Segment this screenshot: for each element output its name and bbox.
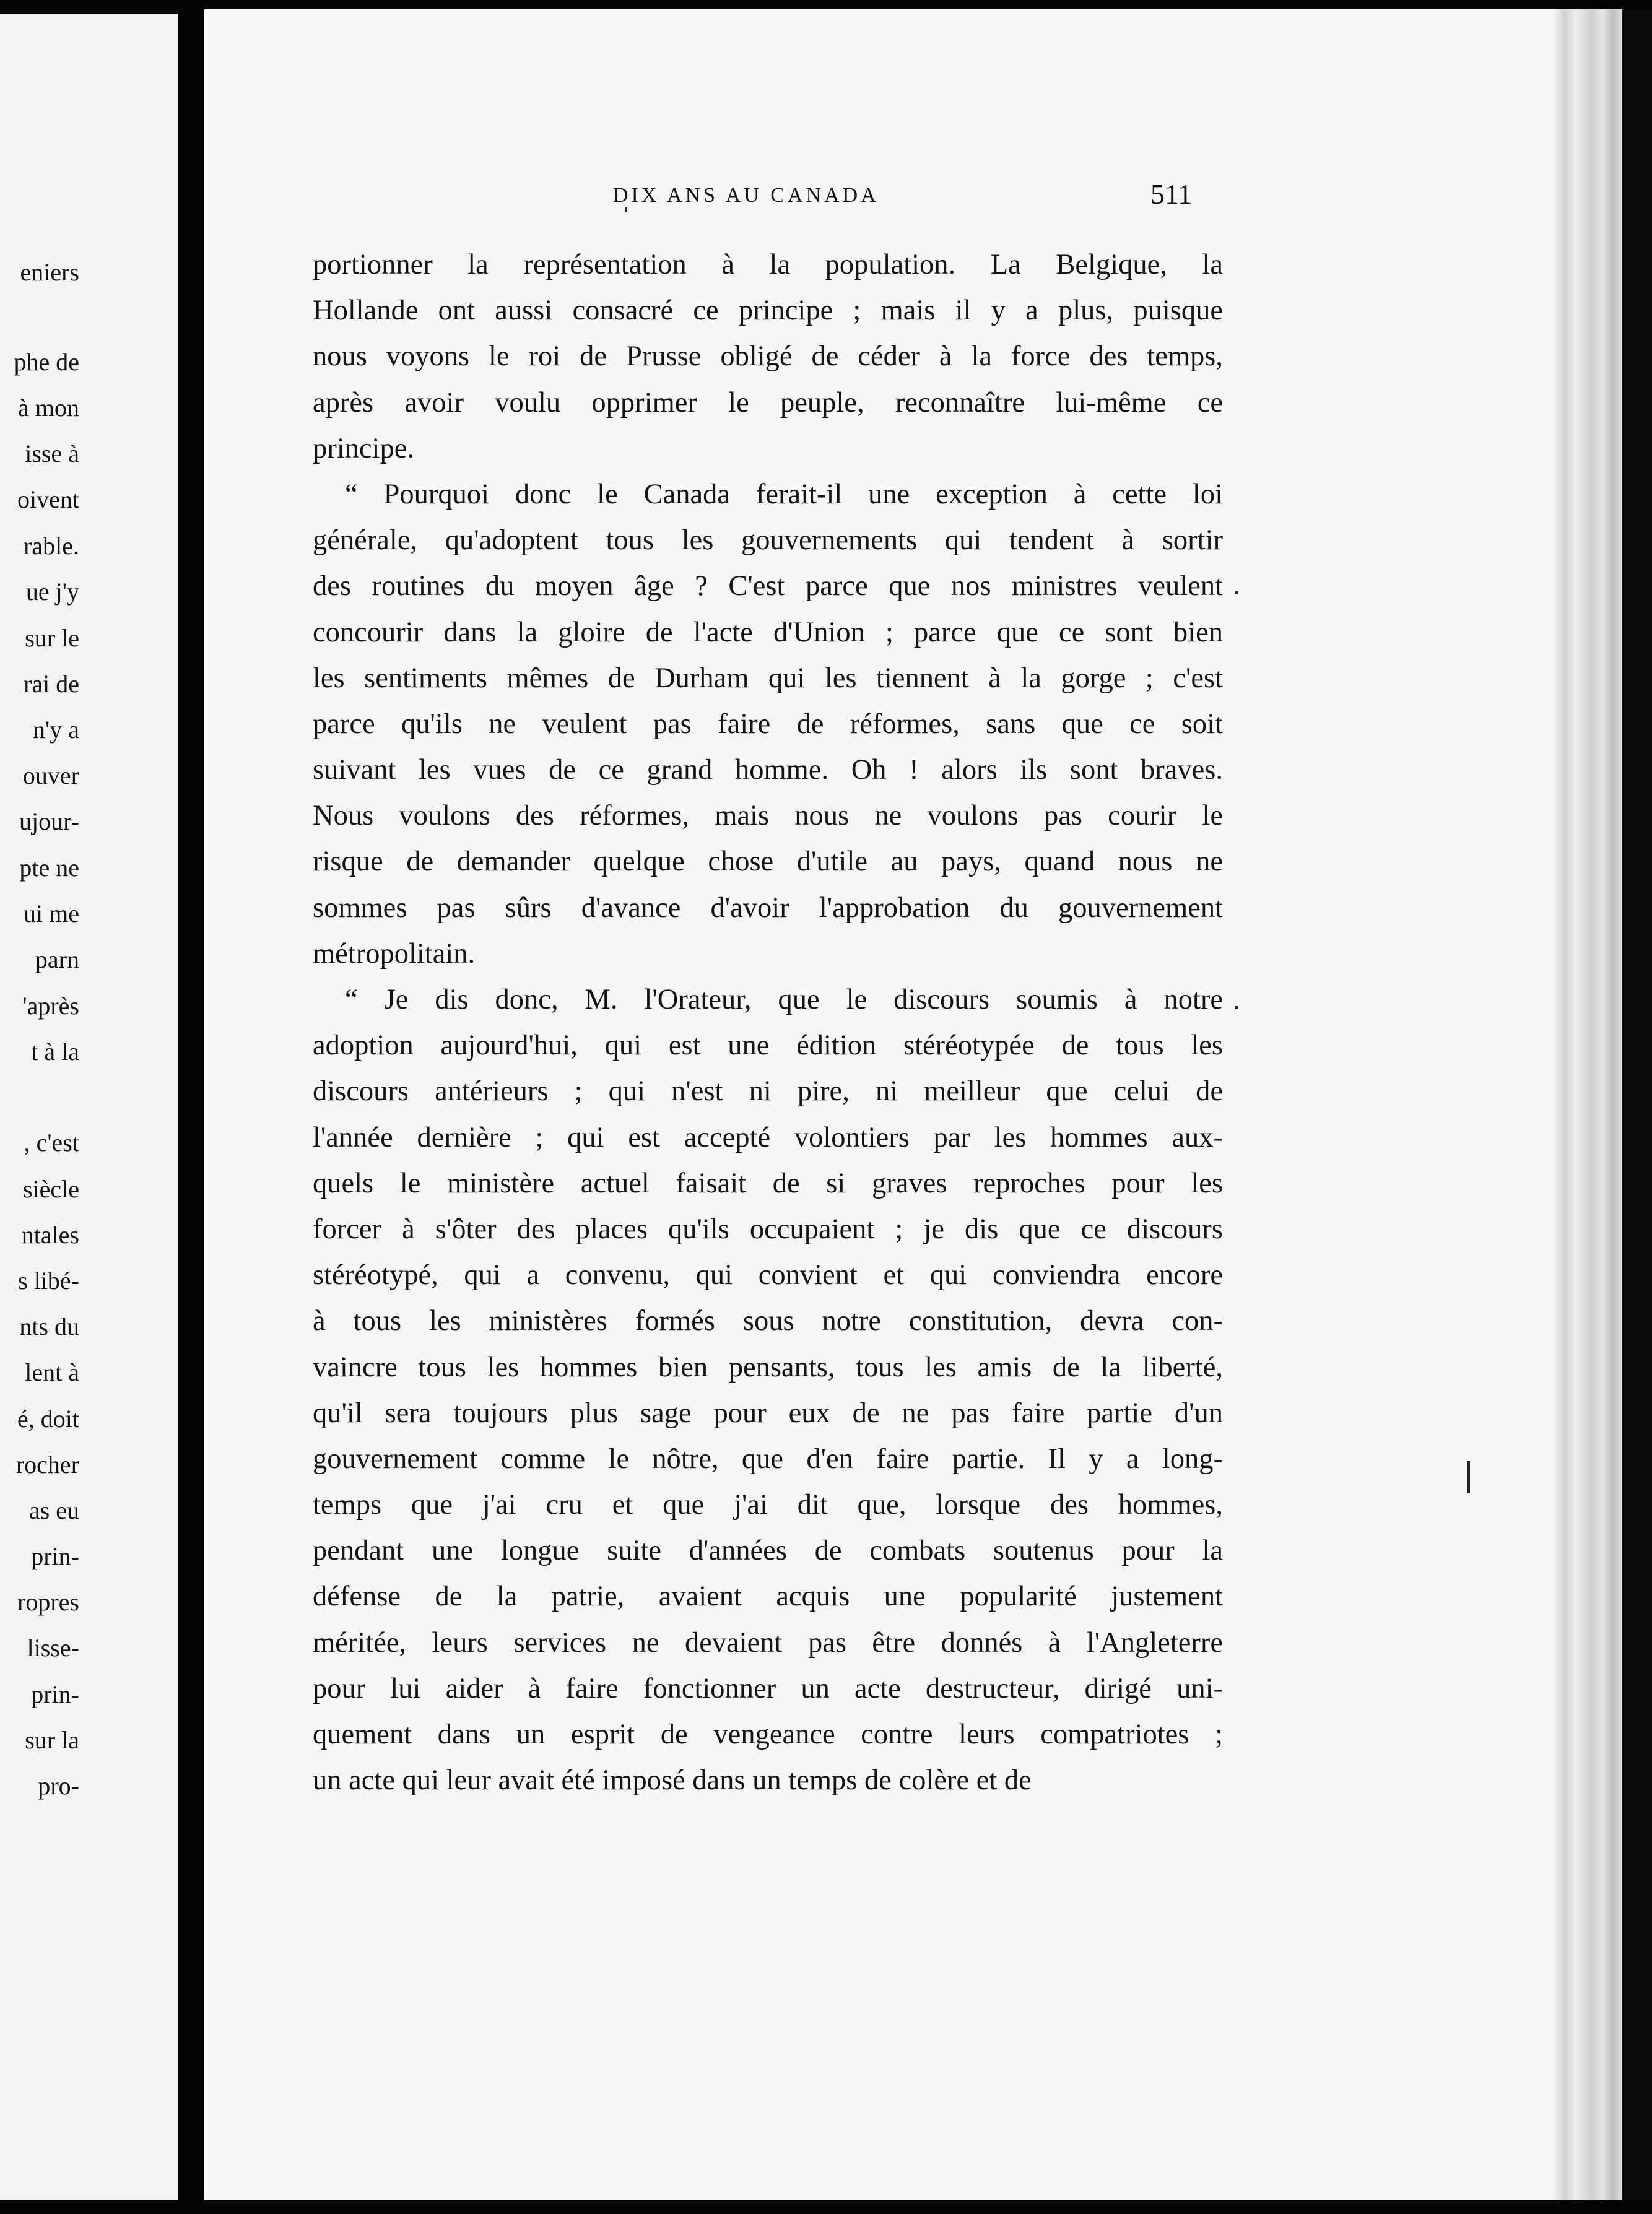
text-line: risque de demander quelque chose d'utile au pays, quand nous ne: [313, 846, 1223, 878]
left-page-fragment: nts du: [19, 1313, 79, 1340]
text-line: nous voyons le roi de Prusse obligé de céder à la force des temps,: [313, 341, 1223, 373]
left-page-fragment: à mon: [18, 394, 79, 422]
margin-mark: [1467, 1461, 1470, 1493]
text-line: gouvernement comme le nôtre, que d'en faire partie. Il y a long-: [313, 1443, 1223, 1475]
left-page-fragment: as eu: [28, 1496, 79, 1524]
left-page-fragment: ui me: [24, 900, 79, 927]
left-page-fragment: t à la: [31, 1038, 79, 1066]
text-line: quement dans un esprit de vengeance contre leurs compatriotes ;: [313, 1719, 1223, 1750]
left-page-fragment: ropres: [17, 1588, 79, 1616]
left-page-edge: [0, 14, 178, 2200]
text-line: défense de la patrie, avaient acquis une popularité justement: [313, 1581, 1223, 1613]
left-page-fragment: oivent: [17, 485, 79, 513]
running-head: DIX ANS AU CANADA: [613, 184, 879, 207]
page-stack-edge: [1554, 9, 1622, 2201]
left-page-fragment: s libé-: [18, 1267, 79, 1295]
gutter-shadow: [178, 0, 207, 2214]
left-page-fragment: ouver: [22, 762, 79, 789]
text-line: qu'il sera toujours plus sage pour eux de ne pas faire partie d'un: [313, 1397, 1223, 1429]
left-page-fragment: prin-: [31, 1542, 79, 1570]
text-line: parce qu'ils ne veulent pas faire de réformes, sans que ce soit: [313, 708, 1223, 740]
margin-mark: [1235, 1006, 1238, 1009]
left-page-fragment: sur la: [25, 1726, 79, 1754]
text-line: portionner la représentation à la population. La Belgique, la: [313, 249, 1223, 280]
left-page-fragment: ue j'y: [25, 578, 79, 606]
text-line: forcer à s'ôter des places qu'ils occupaient ; je dis que ce discours: [313, 1213, 1223, 1245]
text-line: méritée, leurs services ne devaient pas être donnés à l'Angleterre: [313, 1626, 1223, 1659]
left-page-fragment: lisse-: [27, 1634, 79, 1662]
left-page-fragment: rocher: [15, 1451, 79, 1478]
text-line: discours antérieurs ; qui n'est ni pire, ni meilleur que celui de: [313, 1075, 1223, 1108]
left-page-fragment: phe de: [14, 348, 79, 376]
left-page-fragment: rai de: [24, 670, 79, 698]
text-line: quels le ministère actuel faisait de si graves reproches pour les: [313, 1167, 1223, 1199]
text-line: à tous les ministères formés sous notre constitution, devra con-: [313, 1305, 1223, 1337]
left-page-fragment: n'y a: [33, 716, 79, 744]
left-page-fragment: ntales: [21, 1221, 79, 1249]
text-line: “ Pourquoi donc le Canada ferait-il une exception à cette loi: [345, 478, 1223, 510]
text-line: “ Je dis donc, M. l'Orateur, que le discours soumis à notre: [345, 984, 1223, 1015]
text-line: stéréotypé, qui a convenu, qui convient et qui conviendra encore: [313, 1259, 1223, 1292]
body-text: [313, 242, 1223, 1804]
left-page-fragment: siècle: [22, 1175, 79, 1203]
left-page-fragment: eniers: [20, 258, 79, 286]
scan-border-top: [0, 0, 1652, 9]
left-page-fragment: isse à: [25, 440, 79, 467]
text-line: les sentiments mêmes de Durham qui les tiennent à la gorge ; c'est: [313, 662, 1223, 694]
text-line: pour lui aider à faire fonctionner un acte destructeur, dirigé uni-: [313, 1672, 1223, 1704]
text-line: Hollande ont aussi consacré ce principe ; mais il y a plus, puisque: [313, 295, 1223, 327]
left-page-fragment: sur le: [25, 624, 79, 652]
margin-mark: [625, 207, 627, 212]
page-number: 511: [1150, 178, 1193, 210]
text-line: générale, qu'adoptent tous les gouvernements qui tendent à sortir: [313, 524, 1223, 557]
left-page-fragment: rable.: [24, 532, 79, 560]
text-line: pendant une longue suite d'années de combats soutenus pour la: [313, 1535, 1223, 1567]
text-line: l'année dernière ; qui est accepté volontiers par les hommes aux-: [313, 1121, 1223, 1153]
left-page-fragment: lent à: [25, 1358, 79, 1386]
left-page-fragment: pro-: [38, 1772, 79, 1800]
text-line: adoption aujourd'hui, qui est une édition stéréotypée de tous les: [313, 1030, 1223, 1062]
text-line: vaincre tous les hommes bien pensants, tous les amis de la liberté,: [313, 1351, 1223, 1383]
text-line: concourir dans la gloire de l'acte d'Union ; parce que ce sont bien: [313, 616, 1223, 648]
left-page-fragment: 'après: [22, 992, 79, 1020]
left-page-fragment: prin-: [31, 1680, 79, 1708]
text-line: Nous voulons des réformes, mais nous ne voulons pas courir le: [313, 800, 1223, 832]
book-page: [204, 9, 1622, 2201]
left-page-fragment: parn: [35, 945, 79, 973]
margin-mark: [1235, 591, 1238, 594]
text-line: suivant les vues de ce grand homme. Oh ! alors ils sont braves.: [313, 754, 1223, 786]
text-line: temps que j'ai cru et que j'ai dit que, lorsque des hommes,: [313, 1489, 1223, 1521]
left-page-fragment: ujour-: [19, 807, 79, 835]
left-page-fragment: pte ne: [19, 854, 79, 882]
text-line: après avoir voulu opprimer le peuple, reconnaître lui-même ce: [313, 386, 1223, 419]
left-page-fragment: , c'est: [24, 1129, 79, 1157]
left-page-fragment: é, doit: [17, 1405, 79, 1433]
scan-border-bottom: [0, 2200, 1652, 2214]
text-line: sommes pas sûrs d'avance d'avoir l'approbation du gouvernement: [313, 892, 1223, 924]
text-line: métropolitain.: [313, 937, 476, 970]
text-line: principe.: [313, 432, 414, 464]
text-line: des routines du moyen âge ? C'est parce que nos ministres veulent: [313, 570, 1223, 602]
text-line: un acte qui leur avait été imposé dans un temps de colère et de: [313, 1765, 1032, 1797]
